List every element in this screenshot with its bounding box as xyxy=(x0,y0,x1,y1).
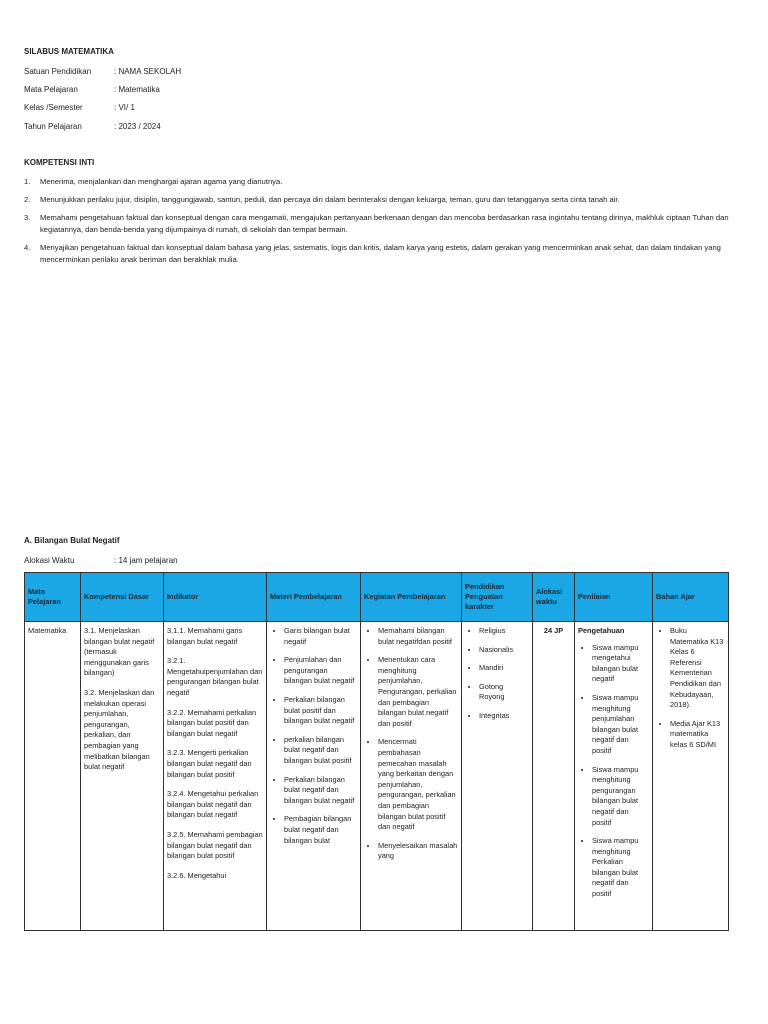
list-item: • Mencermati pembahasan pemecahan masalah yang berkaitan dengan penjumlahan, pengurangan, perkalian dan pembagian bilangan bulat positif dan negatif xyxy=(378,737,458,832)
list-item xyxy=(24,194,734,206)
kompetensi-inti-title: KOMPETENSI INTI xyxy=(24,158,95,167)
cell-text: 3.1.1. Memahami garis bilangan bulat negatif xyxy=(167,626,243,646)
list-item: • Siswa mampu mengetahui bilangan bulat negatif xyxy=(592,643,649,685)
list-item: • Religius xyxy=(479,626,529,637)
list-number: 4. xyxy=(24,243,31,252)
list-item: • Gotong Royong xyxy=(479,682,529,703)
header-kegiatan: Kegiatan Pembelajaran xyxy=(361,573,462,622)
meta-label: Satuan Pendidikan xyxy=(24,67,92,76)
list-number: 2. xyxy=(24,195,31,204)
list-item: • Media Ajar K13 matematika kelas 6 SD/MI xyxy=(670,719,725,751)
list-item: • Memahami bilangan bulat negatifdan positif xyxy=(378,626,458,647)
bullet-list xyxy=(656,626,725,751)
header-penilaian: Penilaian xyxy=(575,573,653,622)
cell-materi xyxy=(267,622,361,931)
meta-value: : VI/ 1 xyxy=(114,103,135,112)
silabus-table xyxy=(24,572,729,931)
alokasi-row xyxy=(24,555,324,567)
list-item: • Pembagian bilangan bulat negatif dan bilangan bulat xyxy=(284,814,357,846)
bullet-list xyxy=(270,626,357,846)
list-item: • Penjumlahan dan pengurangan bilangan bulat negatif xyxy=(284,655,357,687)
cell-text: 3.1. Menjelaskan bilangan bulat negatif (termasuk menggunakan garis bilangan) xyxy=(84,626,155,678)
list-number: 1. xyxy=(24,177,31,186)
list-item: • Perkalian bilangan bulat negatif dan bilangan bulat negatif xyxy=(284,775,357,807)
cell-text: 3.2. Menjelaskan dan melakukan operasi penjumlahan, pengurangan, perkalian, dan pembagian yang melibatkan bilangan bulat negatif xyxy=(84,687,155,772)
table-header-row xyxy=(25,573,729,622)
header-indikator: Indikator xyxy=(164,573,267,622)
list-item: • Mandiri xyxy=(479,663,529,674)
meta-value: : NAMA SEKOLAH xyxy=(114,67,182,76)
penilaian-title: Pengetahuan xyxy=(578,626,625,635)
list-text: Menunjukkan perilaku jujur, disiplin, tanggungjawab, santun, peduli, dan percaya diri dalam berinteraksi dengan keluarga, teman, guru dan tetangganya serta cinta tanah air. xyxy=(40,195,620,204)
alokasi-value: : 14 jam pelajaran xyxy=(114,556,178,565)
list-item: • Menentukan cara menghitung penjumlahan, Pengurangan, perkalian dan pembagian bilangan bulat negatif dan positif xyxy=(378,655,458,729)
meta-row-mapel xyxy=(24,84,324,96)
cell-penilaian xyxy=(575,622,653,931)
cell-text: Matematika xyxy=(28,626,67,635)
cell-text: 3.2.5. Memahami pembagian bilangan bulat negatif dan bilangan bulat positif xyxy=(167,829,263,861)
kompetensi-inti-list xyxy=(24,176,734,272)
list-item xyxy=(24,212,734,236)
header-materi: Materi Pembelajaran xyxy=(267,573,361,622)
meta-row-satuan xyxy=(24,66,324,78)
cell-kegiatan xyxy=(361,622,462,931)
cell-mata-pelajaran xyxy=(25,622,81,931)
list-item: • Siswa mampu menghitung penjumlahan bilangan bulat negatif dan positif xyxy=(592,693,649,757)
section-title: A. Bilangan Bulat Negatif xyxy=(24,536,120,545)
header-karakter: Pendidikan Penguatan karakter xyxy=(462,573,533,622)
header-kompetensi-dasar: Kompetensi Dasar xyxy=(81,573,164,622)
meta-value: : Matematika xyxy=(114,85,160,94)
meta-row-tahun xyxy=(24,121,324,133)
list-text: Menyajikan pengetahuan faktual dan konseptual dalam bahasa yang jelas, sistematis, logis dan kritis, dalam karya yang estetis, dalam gerakan yang mencerminkan anak sehat, dan dalam tindakan yang mencerminkan perilaku anak beriman dan berakhlak mulia. xyxy=(40,243,721,264)
meta-value: : 2023 / 2024 xyxy=(114,122,161,131)
list-text: Menerima, menjalankan dan menghargai ajaran agama yang dianutnya. xyxy=(40,177,283,186)
cell-karakter xyxy=(462,622,533,931)
header-bahan-ajar: Bahan Ajar xyxy=(653,573,729,622)
cell-text: 3.2.3. Mengerti perkalian bilangan bulat negatif dan bilangan bulat positif xyxy=(167,748,252,779)
table-row xyxy=(25,622,729,931)
header-alokasi: Alokasi waktu xyxy=(533,573,575,622)
alokasi-label: Alokasi Waktu xyxy=(24,556,75,565)
meta-label: Kelas /Semester xyxy=(24,103,83,112)
bullet-list xyxy=(578,643,649,900)
list-item: • perkalian bilangan bulat negatif dan bilangan bulat positif xyxy=(284,735,357,767)
bullet-list xyxy=(465,626,529,722)
cell-text: 24 JP xyxy=(543,626,564,635)
list-item xyxy=(24,242,734,266)
list-text: Memahami pengetahuan faktual dan konseptual dengan cara mengamati, mengajukan pertanyaan berkenaan dengan dan mencoba berdasarkan rasa ingintahu tentang dirinya, makhluk ciptaan Tuhan dan kegiatannya, dan benda-benda yang dijumpainya di rumah, di sekolah dan tempat bermain. xyxy=(40,213,729,234)
cell-text: 3.2.6. Mengetahui xyxy=(167,870,227,880)
meta-label: Mata Pelajaran xyxy=(24,85,78,94)
cell-text: 3.2.1. Mengetahuipenjumlahan dan pengurangan bilangan bulat negatif xyxy=(167,656,263,697)
list-number: 3. xyxy=(24,213,31,222)
cell-kompetensi-dasar xyxy=(81,622,164,931)
list-item: • Buku Matematika K13 Kelas 6 Referensi Kementerian Pendidikan dan Kebudayaan, 2018). xyxy=(670,626,725,711)
document-title: SILABUS MATEMATIKA xyxy=(24,47,114,56)
meta-row-kelas xyxy=(24,102,324,114)
list-item: • Garis bilangan bulat negatif xyxy=(284,626,357,647)
cell-indikator xyxy=(164,622,267,931)
list-item: • Siswa mampu menghitung pengurangan bilangan bulat negatif dan positif xyxy=(592,765,649,829)
list-item: • Nasionalis xyxy=(479,645,529,656)
bullet-list xyxy=(364,626,458,862)
cell-bahan-ajar xyxy=(653,622,729,931)
list-item xyxy=(24,176,734,188)
cell-alokasi xyxy=(533,622,575,931)
meta-label: Tahun Pelajaran xyxy=(24,122,82,131)
list-item: • Perkalian bilangan bulat positif dan bilangan bulat negatif xyxy=(284,695,357,727)
cell-text: 3.2.4. Mengetahui perkalian bilangan bulat negatif dan bilangan bulat negatif xyxy=(167,789,259,820)
list-item: • Siswa mampu menghitung Perkalian bilangan bulat negatif dan positif xyxy=(592,836,649,900)
header-mata-pelajaran: Mata Pelajaran xyxy=(25,573,81,622)
list-item: • Integritas xyxy=(479,711,529,722)
list-item: • Menyelesaikan masalah yang xyxy=(378,841,458,862)
cell-text: 3.2.2. Memahami perkalian bilangan bulat positif dan bilangan bulat negatif xyxy=(167,707,257,738)
